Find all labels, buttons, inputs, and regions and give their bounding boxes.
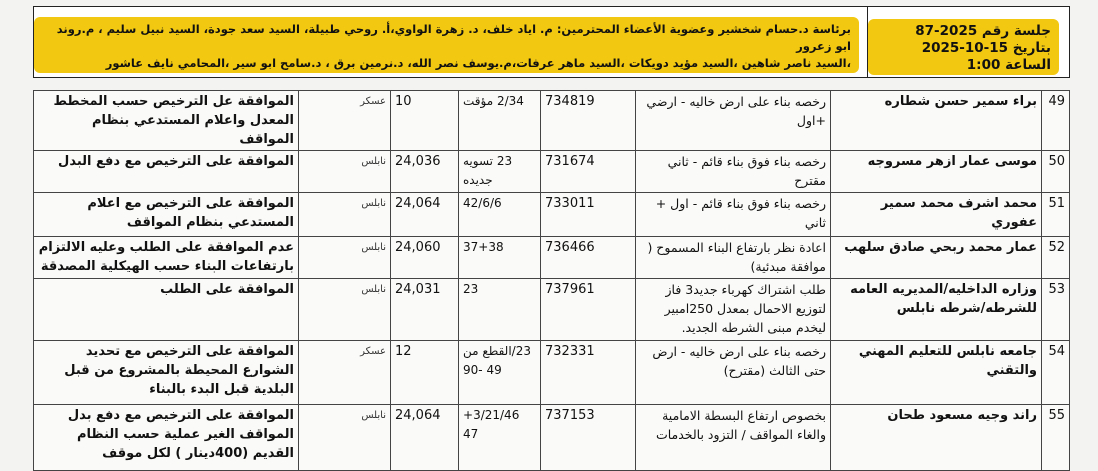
session-header [33, 6, 1070, 78]
applicant-name-cell: جامعه نابلس للتعليم المهني والتقني [831, 341, 1042, 405]
members-line-1: برئاسة د.حسام شخشير وعضوية الأعضاء المحترمين: م. اياد خلف، د. زهرة الواوي،أ. روحي طبيلة، السيد سعد جودة، السيد نبيل سليم ، م.روند ابو زعرور [56, 22, 851, 53]
license-number-cell: 737961 [541, 279, 636, 341]
parcel-number-cell: 2/34 مؤقت [459, 91, 541, 151]
basin-number-cell: 12 [391, 341, 459, 405]
session-info-highlight [868, 19, 1059, 75]
session-date: بتاريخ 15-10-2025 [921, 40, 1051, 56]
location-cell: عسكر [299, 341, 391, 405]
table-row [34, 405, 1070, 471]
location-cell: نابلس [299, 151, 391, 193]
decision-cell: الموافقة على الترخيص مع اعلام المستدعي بنظام المواقف [34, 193, 299, 237]
location-cell: نابلس [299, 237, 391, 279]
basin-number-cell: 10 [391, 91, 459, 151]
row-number-cell: 51 [1042, 193, 1070, 237]
table-row [34, 279, 1070, 341]
request-description-cell: بخصوص ارتفاع البسطة الامامية والغاء المواقف / التزود بالخدمات [636, 405, 831, 471]
session-info-cell [867, 7, 1069, 77]
members-cell [34, 7, 867, 77]
session-number: جلسة رقم 2025-87 [915, 23, 1051, 39]
applicant-name-cell: موسى عمار ازهر مسروجه [831, 151, 1042, 193]
table-row [34, 91, 1070, 151]
row-number-cell: 53 [1042, 279, 1070, 341]
decision-cell: الموافقة على الطلب [34, 279, 299, 341]
request-description-cell: رخصه بناء على ارض خاليه - ارضي +اول [636, 91, 831, 151]
basin-number-cell: 24,036 [391, 151, 459, 193]
location-cell: نابلس [299, 405, 391, 471]
decision-cell: الموافقة على الترخيص مع تحديد الشوارع المحيطة بالمشروع من قبل البلدية قبل البدء بالبناء [34, 341, 299, 405]
basin-number-cell: 24,064 [391, 405, 459, 471]
license-number-cell: 731674 [541, 151, 636, 193]
decision-cell: الموافقة على الترخيص مع دفع البدل [34, 151, 299, 193]
decision-cell: الموافقة على الترخيص مع دفع بدل المواقف الغير عملية حسب النظام القديم (400دينار ) لكل موقف [34, 405, 299, 471]
table-row [34, 193, 1070, 237]
members-line-2: ،السيد ناصر شاهين ،السيد مؤيد دويكات ،السيد ماهر عرفات،م.يوسف نصر الله، د.نرمين برق ، د.سامح ابو سير ،المحامي نايف عاشور [105, 56, 851, 70]
row-number-cell: 52 [1042, 237, 1070, 279]
request-description-cell: اعادة نظر بارتفاع البناء المسموح ( موافقة مبدئية) [636, 237, 831, 279]
applicant-name-cell: وزاره الداخليه/المديريه العامه للشرطه/شرطه نابلس [831, 279, 1042, 341]
basin-number-cell: 24,060 [391, 237, 459, 279]
applicant-name-cell: عمار محمد ربحي صادق سلهب [831, 237, 1042, 279]
location-cell: نابلس [299, 193, 391, 237]
row-number-cell: 54 [1042, 341, 1070, 405]
session-time: الساعة 1:00 [966, 57, 1051, 73]
decision-cell: الموافقة عل الترخيص حسب المخطط المعدل واعلام المستدعي بنظام المواقف [34, 91, 299, 151]
parcel-number-cell: 23 [459, 279, 541, 341]
request-description-cell: رخصه بناء فوق بناء قائم - ثاني مقترح [636, 151, 831, 193]
table-row [34, 341, 1070, 405]
row-number-cell: 55 [1042, 405, 1070, 471]
applicant-name-cell: براء سمير حسن شطاره [831, 91, 1042, 151]
location-cell: نابلس [299, 279, 391, 341]
request-description-cell: رخصه بناء فوق بناء قائم - اول + ثاني [636, 193, 831, 237]
request-description-cell: رخصه بناء على ارض خاليه - ارض حتى الثالث (مقترح) [636, 341, 831, 405]
location-cell: عسكر [299, 91, 391, 151]
license-number-cell: 734819 [541, 91, 636, 151]
decisions-table [33, 90, 1070, 471]
decision-cell: عدم الموافقة على الطلب وعليه الالتزام بارتفاعات البناء حسب الهيكلية المصدقة [34, 237, 299, 279]
basin-number-cell: 24,031 [391, 279, 459, 341]
applicant-name-cell: راند وجيه مسعود طحان [831, 405, 1042, 471]
parcel-number-cell: 23 تسويه جديده [459, 151, 541, 193]
parcel-number-cell: 3/21/46+ 47 [459, 405, 541, 471]
parcel-number-cell: 23/القطع من 49 -90 [459, 341, 541, 405]
applicant-name-cell: محمد اشرف محمد سمير عفوري [831, 193, 1042, 237]
license-number-cell: 736466 [541, 237, 636, 279]
license-number-cell: 733011 [541, 193, 636, 237]
parcel-number-cell: 42/6/6 [459, 193, 541, 237]
request-description-cell: طلب اشتراك كهرباء جديد3 فاز لتوزيع الاحمال بمعدل 250امبير ليخدم مبنى الشرطه الجديد. [636, 279, 831, 341]
table-row [34, 151, 1070, 193]
row-number-cell: 49 [1042, 91, 1070, 151]
basin-number-cell: 24,064 [391, 193, 459, 237]
parcel-number-cell: 37+38 [459, 237, 541, 279]
row-number-cell: 50 [1042, 151, 1070, 193]
license-number-cell: 737153 [541, 405, 636, 471]
license-number-cell: 732331 [541, 341, 636, 405]
table-row [34, 237, 1070, 279]
members-highlight [34, 17, 859, 73]
